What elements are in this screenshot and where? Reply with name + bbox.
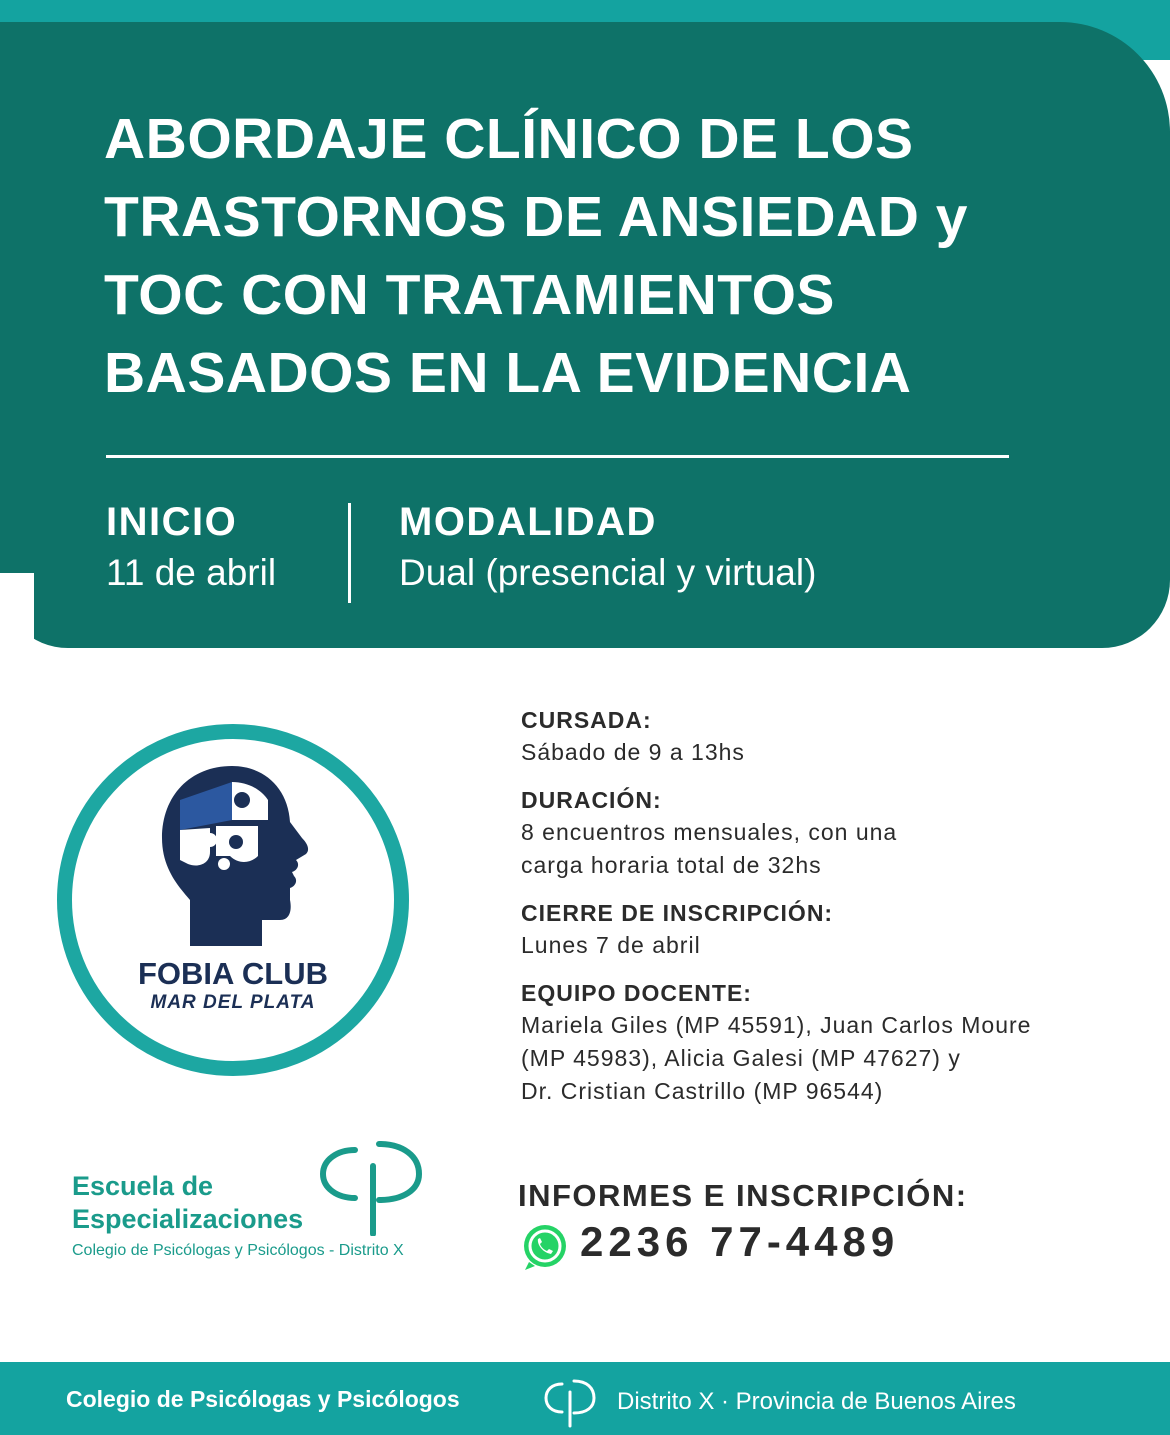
detail-label: EQUIPO DOCENTE:: [521, 980, 752, 1006]
psi-symbol-icon: [315, 1136, 425, 1236]
school-name-line: Especializaciones: [72, 1204, 304, 1234]
contact-phone[interactable]: 2236 77-4489: [580, 1218, 900, 1265]
detail-duration: [521, 784, 1141, 882]
mode-label: MODALIDAD: [399, 500, 657, 544]
detail-text: 8 encuentros mensuales, con una: [521, 819, 898, 845]
hero-notch: [0, 573, 34, 653]
course-title-line: TOC CON TRATAMIENTOS: [104, 263, 835, 327]
whatsapp-icon[interactable]: [519, 1222, 569, 1272]
detail-text: Dr. Cristian Castrillo (MP 96544): [521, 1078, 884, 1104]
logo-name: FOBIA CLUB: [138, 956, 328, 991]
course-title: [104, 100, 1084, 412]
detail-teaching-team: [521, 977, 1141, 1108]
school-subtitle: Colegio de Psicólogas y Psicólogos - Distrito X: [72, 1242, 404, 1259]
mode-value: Dual (presencial y virtual): [399, 552, 817, 593]
detail-label: CURSADA:: [521, 707, 652, 733]
detail-registration-close: [521, 897, 1141, 962]
detail-text: (MP 45983), Alicia Galesi (MP 47627) y: [521, 1045, 961, 1071]
footer-college-name: Colegio de Psicólogas y Psicólogos: [66, 1386, 460, 1412]
school-name: [72, 1170, 303, 1236]
footer-district: Distrito X · Provincia de Buenos Aires: [617, 1388, 1016, 1415]
start-label: INICIO: [106, 500, 238, 544]
start-date: 11 de abril: [106, 552, 277, 593]
course-details: [521, 704, 1141, 1123]
detail-label: DURACIÓN:: [521, 787, 662, 813]
detail-text: carga horaria total de 32hs: [521, 852, 822, 878]
school-name-line: Escuela de: [72, 1171, 214, 1201]
head-puzzle-icon: [150, 760, 315, 950]
logo-subtitle: MAR DEL PLATA: [150, 992, 316, 1013]
meta-divider: [348, 503, 351, 603]
detail-text: Mariela Giles (MP 45591), Juan Carlos Moure: [521, 1012, 1032, 1038]
detail-text: Lunes 7 de abril: [521, 932, 701, 958]
detail-schedule: [521, 704, 1141, 769]
detail-text: Sábado de 9 a 13hs: [521, 739, 745, 765]
contact-title: INFORMES E INSCRIPCIÓN:: [518, 1178, 968, 1213]
psi-symbol-icon: [542, 1376, 598, 1428]
title-divider: [106, 455, 1009, 458]
course-title-line: TRASTORNOS DE ANSIEDAD y: [104, 185, 968, 249]
course-title-line: ABORDAJE CLÍNICO DE LOS: [104, 107, 914, 171]
course-title-line: BASADOS EN LA EVIDENCIA: [104, 341, 912, 405]
detail-label: CIERRE DE INSCRIPCIÓN:: [521, 900, 834, 926]
